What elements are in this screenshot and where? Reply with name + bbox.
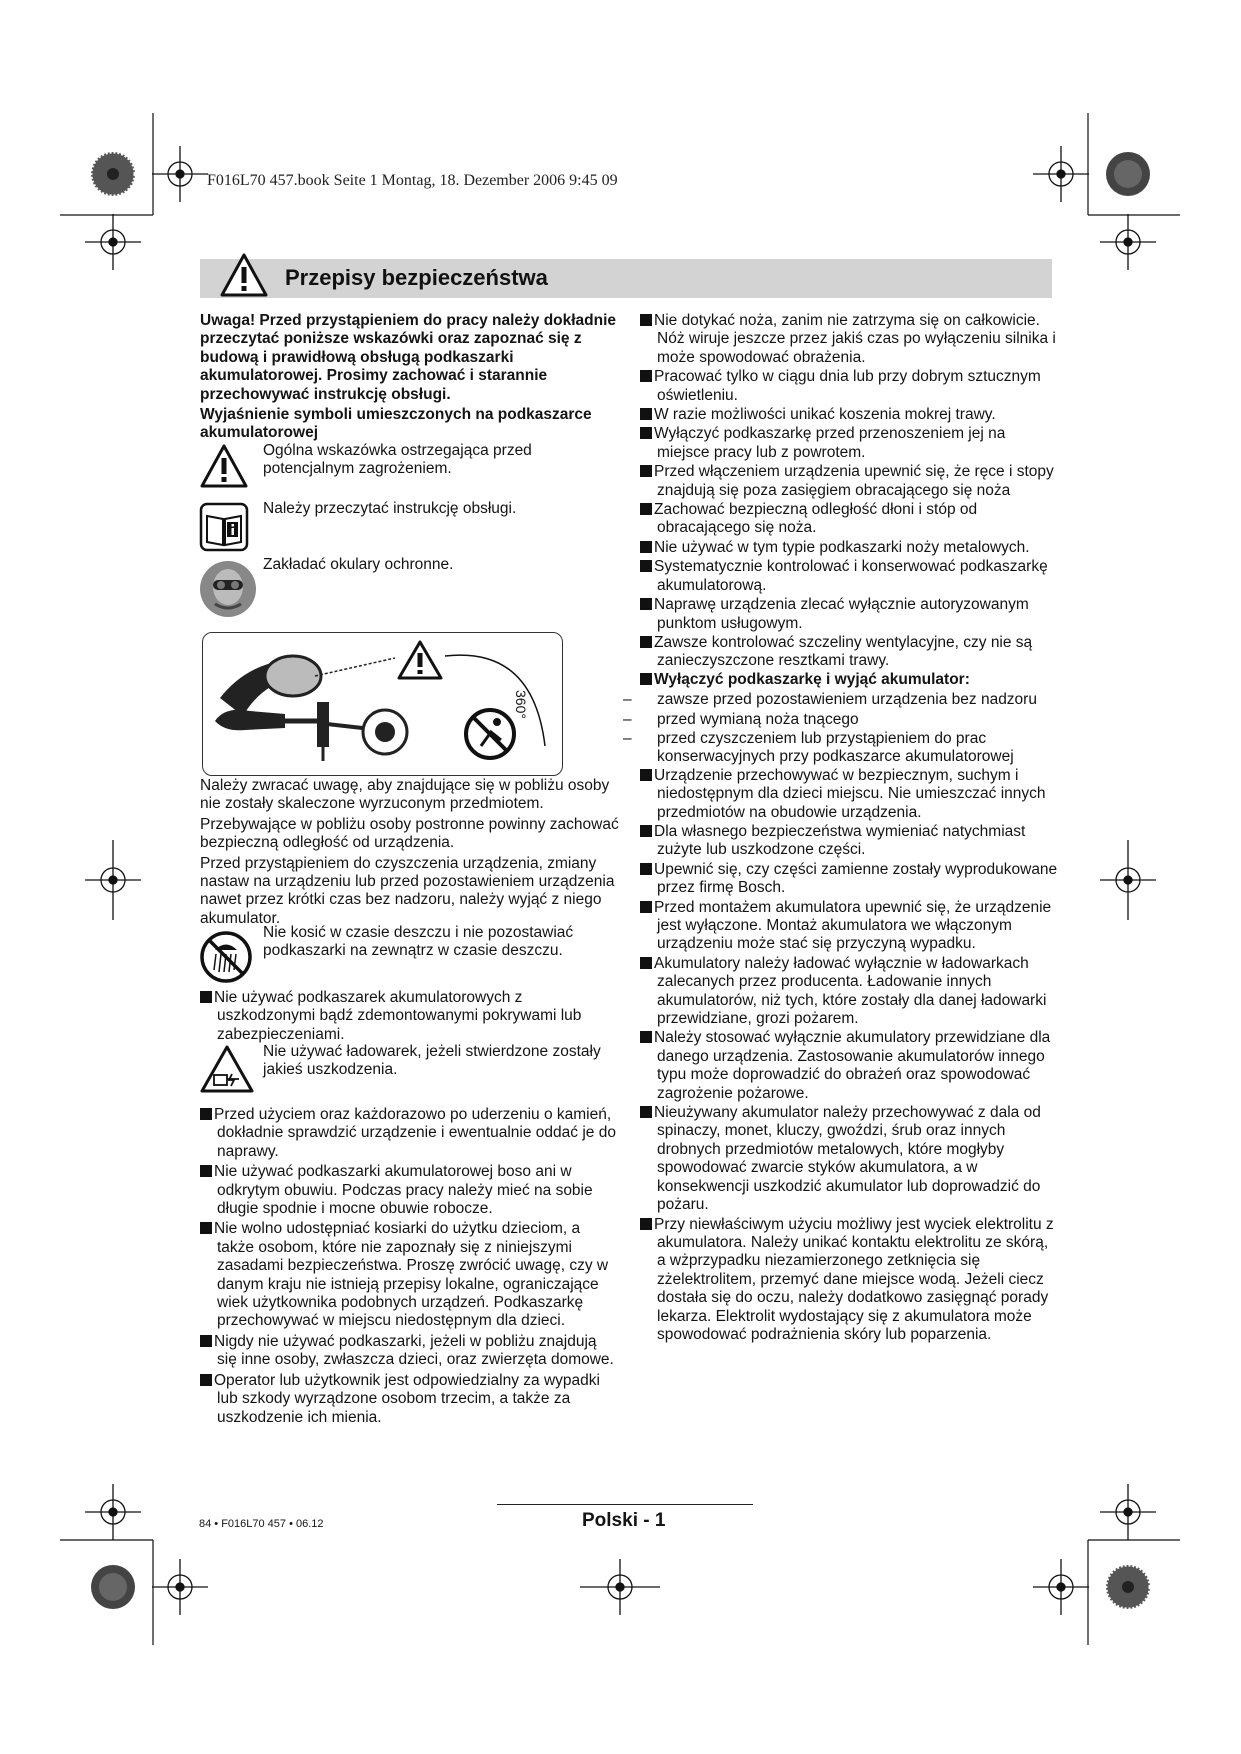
bullet-square (200, 1108, 212, 1120)
list-item-text: Zawsze kontrolować szczeliny wentylacyjne, czy nie są zanieczyszczone resztkami trawy. (654, 633, 1033, 670)
list-item-text: Przy niewłaściwym użyciu możliwy jest wyciek elektrolitu z akumulatora. Należy unikać kontaktu elektrolitu ze skórą, a wżprzypadku niezamierzonego zetknięcia się zżelektrolitem, przemyć dane miejsce wodą. Jeżeli ciecz dostała się do oczu, należy dodatkowo zasięgnąć porady lekarza. Elektrolit wydostający się z akumulatora może spowodować podrażnienia skóry lub poparzenia. (654, 1215, 1054, 1343)
dash-item-text: przed wymianą noża tnącego (657, 710, 859, 728)
list-item (640, 425, 1060, 462)
bullet-square (640, 465, 652, 477)
list-item (640, 596, 1060, 633)
list-item-text: Operator lub użytkownik jest odpowiedzialny za wypadki lub szkody wyrządzone osobom trzecim, a także za uszkodzenie ich mienia. (214, 1371, 600, 1426)
bullet-square (640, 863, 652, 875)
dash-item (623, 729, 1060, 767)
dash-item-text: przed czyszczeniem lub przystąpieniem do prac konserwacyjnych przy podkaszarce akumulatorowej (657, 729, 1014, 766)
bullet-square (200, 1335, 212, 1347)
warning-triangle-icon (199, 443, 249, 489)
safety-goggles-icon (199, 560, 257, 618)
list-item-text: Naprawę urządzenia zlecać wyłącznie autoryzowanym punktom usługowym. (654, 596, 1029, 632)
list-item-text: Nie wolno udostępniać kosiarki do użytku dzieciom, a także osobom, które nie zapoznały się z niniejszymi zasadami bezpieczeństwa. Proszę zwrócić uwagę, czy w danym kraju nie istnieją przepisy lokalne, ograniczające wiek użytkownika podobnych urządzeń. Podkaszarkę przechowywać w miejscu niedostępnym dla dzieci. (214, 1220, 609, 1330)
list-item (640, 312, 1060, 367)
dash-item-text: zawsze przed pozostawieniem urządzenia bez nadzoru (657, 691, 1037, 709)
charger-warning-text: Nie używać ładowarek, jeżeli stwierdzone zostały jakieś uszkodzenia. (263, 1043, 601, 1079)
bullet-square (640, 957, 652, 969)
list-item (640, 368, 1060, 405)
list-item-text: Zachować bezpieczną odległość dłoni i stóp od obracającego się noża. (654, 501, 978, 537)
bullet-square (200, 1222, 212, 1234)
bullet-square (200, 1374, 212, 1386)
list-item-text: Systematycznie kontrolować i konserwować podkaszarkę akumulatorową. (654, 558, 1048, 594)
list-item (640, 463, 1060, 500)
symbols-heading: Wyjaśnienie symboli umieszczonych na podkaszarce akumulatorowej (200, 406, 592, 442)
right-column (623, 312, 1060, 1344)
bullet-square (640, 901, 652, 913)
list-item (640, 558, 1060, 595)
dash-item (623, 710, 1060, 729)
no-rain-icon (199, 930, 253, 984)
list-item-text: Upewnić się, czy części zamienne zostały wyprodukowane przez firmę Bosch. (654, 860, 1058, 897)
list-item (640, 634, 1060, 671)
symbol-goggles-text: Zakładać okulary ochronne. (263, 556, 454, 573)
list-item-text: Przed użyciem oraz każdorazowo po uderzeniu o kamień, dokładnie sprawdzić urządzenie i ewentualnie oddać je do naprawy. (214, 1106, 616, 1160)
list-item (640, 823, 1060, 860)
list-item (640, 955, 1060, 1029)
rain-warning-text: Nie kosić w czasie deszczu i nie pozostawiać podkaszarki na zewnątrz w czasie deszczu. (263, 924, 574, 960)
symbol-manual-text: Należy przeczytać instrukcję obsługi. (263, 500, 517, 517)
dash-marker: – (623, 729, 632, 747)
list-item (640, 1029, 1060, 1103)
angle-label: 360° (513, 690, 529, 719)
bullet-square (640, 314, 652, 326)
list-item-text: Pracować tylko w ciągu dnia lub przy dobrym sztucznym oświetleniu. (654, 368, 1041, 404)
dash-marker: – (623, 710, 632, 728)
dash-marker: – (623, 691, 632, 709)
trimmer-illustration (205, 636, 560, 774)
bullet-square (640, 560, 652, 572)
damaged-item (200, 989, 620, 1044)
bullet-square (200, 991, 212, 1003)
list-item-text: Przed włączeniem urządzenia upewnić się, że ręce i stopy znajdują się poza zasięgiem obracającego się noża (654, 463, 1054, 499)
paragraph-remove-battery: Przed przystąpieniem do czyszczenia urządzenia, zmiany nastaw na urządzeniu lub przed pozostawieniem urządzenia nawet przez krótki czas bez nadzoru, należy wyjąć z niego akumulator. (200, 854, 615, 927)
list-item-text: Dla własnego bezpieczeństwa wymieniać natychmiast zużyte lub uszkodzone części. (654, 822, 1026, 859)
footer-code: 84 • F016L70 457 • 06.12 (199, 1518, 324, 1530)
list-item-text: Urządzenie przechowywać w bezpiecznym, suchym i niedostępnym dla dzieci miejscu. Nie umieszczać innych przedmiotów na obudowie urządzenia. (654, 766, 1046, 821)
list-item-text: Nie używać w tym typie podkaszarki noży metalowych. (654, 538, 1030, 556)
paragraph-bystanders: Należy zwracać uwagę, aby znajdujące się w pobliżu osoby nie zostały skaleczone wyrzuconym przedmiotem. (200, 777, 610, 813)
list-item-text: Nigdy nie używać podkaszarki, jeżeli w pobliżu znajdują się inne osoby, zwłaszcza dzieci, oraz zwierzęta domowe. (214, 1332, 614, 1369)
list-item (200, 1372, 620, 1427)
list-item (640, 899, 1060, 954)
bullet-square (640, 427, 652, 439)
bullet-square (640, 541, 652, 553)
battery-heading: Wyłączyć podkaszarkę i wyjąć akumulator: (640, 671, 1060, 689)
list-item (200, 1220, 620, 1330)
intro-block (200, 312, 620, 443)
left-bullet-list (200, 1106, 620, 1427)
read-manual-icon (199, 502, 249, 552)
list-item (640, 501, 1060, 538)
list-item-text: Nie używać podkaszarki akumulatorowej boso ani w odkrytym obuwiu. Podczas pracy należy mieć na sobie długie spodnie i mocne obuwie robocze. (214, 1163, 593, 1218)
right-bullet-list-b (640, 767, 1060, 1345)
item-text: Nie używać podkaszarek akumulatorowych z uszkodzonymi bądź zdemontowanymi pokrywami lub zabezpieczeniami. (214, 989, 582, 1043)
symbol-warning-text: Ogólna wskazówka ostrzegająca przed potencjalnym zagrożeniem. (263, 442, 532, 478)
footer-rule (497, 1504, 753, 1505)
right-bullet-list-a (640, 312, 1060, 671)
list-item (640, 1104, 1060, 1214)
list-item (640, 539, 1060, 557)
bullet-square (640, 1218, 652, 1230)
list-item (200, 1106, 620, 1161)
dash-list (623, 691, 1060, 767)
bullet-square (640, 1106, 652, 1118)
list-item-text: Nieużywany akumulator należy przechowywać z dala od spinaczy, monet, kluczy, gwoździ, śrub oraz innych drobnych przedmiotów metalowych, które mogłyby spowodować zwarcie styków akumulatora, a w konsekwencji uszkodzić akumulator lub doprowadzić do pożaru. (654, 1104, 1041, 1214)
bullet-square (640, 370, 652, 382)
list-item-text: W razie możliwości unikać koszenia mokrej trawy. (654, 406, 996, 424)
left-text-block (200, 777, 620, 928)
list-item (640, 861, 1060, 898)
charger-warning-icon (199, 1044, 255, 1094)
list-item (200, 1163, 620, 1218)
list-item-text: Wyłączyć podkaszarkę przed przenoszeniem jej na miejsce pracy lub z powrotem. (654, 425, 1006, 461)
bullet-square (640, 503, 652, 515)
intro-warning: Uwaga! Przed przystąpieniem do pracy należy dokładnie przeczytać poniższe wskazówki oraz zapoznać się z budową i prawidłową obsługą podkaszarki akumulatorowej. Prosimy zachować i starannie przechowywać instrukcję obsługi. (200, 312, 617, 403)
list-item-text: Nie dotykać noża, zanim nie zatrzyma się on całkowicie. Nóż wiruje jeszcze przez jakiś czas po wyłączeniu silnika i może spowodować obrażenia. (654, 312, 1056, 366)
dash-item (623, 691, 1060, 709)
list-item (640, 1216, 1060, 1345)
list-item-text: Przed montażem akumulatora upewnić się, że urządzenie jest wyłączone. Montaż akumulatora we włączonym urządzeniu może stać się przyczyną wypadku. (654, 898, 1052, 953)
print-slug: F016L70 457.book Seite 1 Montag, 18. Dezember 2006 9:45 09 (207, 172, 618, 189)
bullet-square (640, 769, 652, 781)
list-item-text: Akumulatory należy ładować wyłącznie w ładowarkach zalecanych przez producenta. Ładowanie innych akumulatorów, niż tych, które zostały dla danej ładowarki przewidziane, grozi pożarem. (654, 954, 1047, 1028)
bullet-square (200, 1165, 212, 1177)
bullet-square (640, 408, 652, 420)
paragraph-distance: Przebywające w pobliżu osoby postronne powinny zachować bezpieczną odległość od urządzenia. (200, 815, 619, 852)
bullet-square (640, 825, 652, 837)
list-item (640, 767, 1060, 822)
bullet-square (640, 673, 652, 685)
list-item-text: Należy stosować wyłącznie akumulatory przewidziane dla danego urządzenia. Zastosowanie akumulatorów innego typu może doprowadzić do obrażeń oraz spowodować zagrożenie pożarowe. (654, 1029, 1051, 1102)
bullet-square (640, 636, 652, 648)
bullet-square (640, 598, 652, 610)
bullet-square (640, 1031, 652, 1043)
list-item (200, 1333, 620, 1370)
page-title: Przepisy bezpieczeństwa (285, 265, 548, 290)
list-item (640, 406, 1060, 424)
page-number: Polski - 1 (582, 1510, 666, 1531)
warning-triangle-icon (220, 252, 268, 298)
